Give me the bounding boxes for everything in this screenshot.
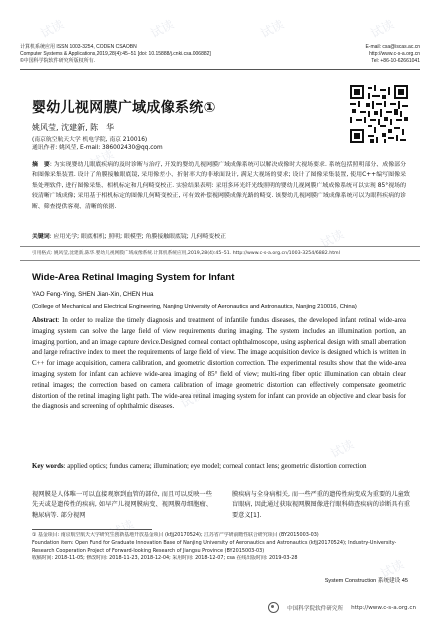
footnote-dates: 收稿时间: 2018-11-05; 修改时间: 2018-11-23, 2018-12-04; 采用时间: 2018-12-07; csa 在线出版时间: 2019-03-28 (32, 555, 298, 562)
watermark: 试读 (318, 227, 347, 251)
journal-page-footer: System Construction 系统建设 45 (324, 578, 408, 584)
footnote-funding-en-1: Foundation item: Open Fund for Graduate Innovation Base of Nanjing University of Aeronautics and Astronautics (kfjj20170524); Industry-University- (32, 539, 397, 546)
abstract-en-text: : In order to realize the timely diagnosis and treatment of infantile fundus diseases, the developed infant retinal wide-area imaging system can solve the large field of view requirements during imaging. The system includes an illumination portion, an imaging portion, and an image capture device.Designed corneal contact ophthalmoscope, using aspherical design with small aberration and large refractive index to meet the requirements of large field of view. The image acquisition device is designed which is written in C++ for image acquisition, camera calibration, and geometric distortion correction. The experimental results show that the wide-area imaging system for infant can achieve wide-area imaging of 85° field of view; multi-ring fiber optic illumination can obtain clear retinal images; the correction based on camera calibration of image geometric distortion can effectively compensate geometric distortion of the retinal imaging light path. The wide-area retinal imaging system for infant can provide an objective and clear basis for the diagnosis and screening of ophthalmic diseases. (32, 317, 406, 411)
citation-format[interactable]: 引用格式: 姚风莹,沈建新,陈华.婴幼儿视网膜广域成像系统.计算机系统应用,2019,28(4):45–51. http://www.c-s-a.org.cn/1003-3254/6882.html (32, 251, 340, 256)
watermark: 试读 (148, 17, 177, 41)
abstract-en (32, 316, 406, 413)
watermark: 试读 (88, 147, 117, 171)
watermark: 试读 (38, 17, 67, 41)
footnote-funding-en-2: Research Cooperation Project of Forward-looking Research of Jiangsu Province (BY2015003-03) (32, 547, 265, 554)
keywords-en-label: Key words (32, 463, 64, 470)
abstract-zh-text: : 为实现婴幼儿眼底疾病的及时诊断与治疗, 开发的婴幼儿视网膜广域成像系统可以解决成像时大视场要求. 系统包括照明部分、成像部分和图像采集装置. 设计了角膜接触眼底镜, 采用像差小、折射率大的非球面设计, 满足大视场的要求; 设计了图像采集装置, 使用C++编写图像采集处理软件, 进行图像采集、相机标定和几何畸变校正. 实验结果表明: 采用多环光纤光线照明的婴幼儿视网膜广域成像系统可以实现 85°视场的较清晰广域成像; 采用基于相机标定的图像几何畸变校正, 可有效补偿视网膜成像光路的畸变. 该婴幼儿视网膜广域成像系统可以为眼科疾病的诊断、筛查提供客观、清晰的依据. (32, 162, 407, 210)
body-column-right: 膜疾病与全身病相关, 而一些严重的遗传性病变成为重要的儿童致盲眼病, 因此通过获取视网膜图像进行眼科筛查疾病的诊断具有重要意义[1]. (232, 491, 410, 519)
watermark: 试读 (208, 177, 237, 201)
header-right (280, 44, 420, 65)
watermark: 试读 (108, 517, 137, 541)
paper-title-zh: 婴幼儿视网膜广域成像系统① (32, 100, 216, 116)
header-copyright: ©中国科学院软件研究所版权所有. (20, 58, 96, 64)
keywords-zh-text: : 应用光学; 眼底相机; 照明; 眼模型; 角膜接触眼底镜; 几何畸变校正 (49, 234, 226, 240)
watermark: 试读 (178, 387, 207, 411)
corresponding-author-zh[interactable]: 通讯作者: 姚风莹, E-mail: 386002430@qq.com (32, 145, 163, 151)
footnotes (32, 532, 412, 563)
citation-top-rule (20, 246, 420, 247)
affiliation-zh-text: (南京航空航天大学 机电学院, 南京 210016) (32, 137, 148, 143)
header-left (20, 44, 320, 65)
publisher-bar (268, 602, 416, 613)
authors-en: YAO Feng-Ying, SHEN Jian-Xin, CHEN Hua (32, 291, 154, 298)
header-website[interactable]: http://www.c-s-a.org.cn (369, 51, 420, 57)
keywords-en-text: : applied optics; fundus camera; illumination; eye model; corneal contact lens; geometric distortion correction (63, 463, 367, 470)
watermark: 试读 (368, 17, 397, 41)
header-divider (20, 69, 420, 70)
citation-bottom-rule (20, 260, 420, 261)
watermark: 试读 (38, 337, 67, 361)
paper-title-en: Wide-Area Retinal Imaging System for Infant (32, 272, 235, 283)
header-issn: 计算机系统应用 ISSN 1003-3254, CODEN CSAOBN (20, 44, 137, 50)
publisher-logo-icon (268, 602, 279, 613)
body-column-left: 视网膜是人体唯一可以直接观察到血管的部位, 而且可以反映一些先天或是遗传性的疾病, 如早产儿视网膜病变、视网膜母细胞瘤、糖尿病等. 部分视网 (32, 491, 212, 519)
watermark: 试读 (258, 17, 287, 41)
header-tel: Tel: +86-10-62661041 (371, 58, 420, 64)
keywords-zh-label: 关键词 (32, 234, 50, 240)
affiliation-en: (College of Mechanical and Electrical Engineering, Nanjing University of Aeronautics and Astronautics, Nanjing 210016, China) (32, 304, 357, 310)
publisher-name: 中国科学院软件研究所 (287, 605, 344, 612)
keywords-zh (32, 232, 406, 242)
footnote-funding-zh: ① 基金项目: 南京航空航天大学研究生创新基地开放基金项目 (kfjj20170524); 江苏省产学研前瞻性联合研究项目 (BY2015003-03) (32, 532, 319, 538)
affiliation-zh (32, 136, 163, 152)
abstract-en-label: Abstract (32, 317, 58, 324)
footnote-divider (32, 529, 152, 530)
qr-code-icon (350, 85, 408, 143)
header-journal[interactable]: Computer Systems & Applications,2019,28(4):45−51 [doi: 10.15888/j.cnki.csa.006882] (20, 51, 211, 57)
abstract-zh-label: 摘 要 (32, 162, 50, 168)
keywords-en (32, 462, 406, 473)
authors-zh: 姚风莹, 沈建新, 陈 华 (32, 123, 115, 132)
publisher-url[interactable]: http://www.c-s-a.org.cn (351, 604, 416, 611)
watermark: 试读 (328, 437, 357, 461)
header-email[interactable]: E-mail: csa@iscas.ac.cn (365, 44, 420, 50)
watermark: 试读 (378, 557, 407, 581)
abstract-zh (32, 160, 406, 212)
